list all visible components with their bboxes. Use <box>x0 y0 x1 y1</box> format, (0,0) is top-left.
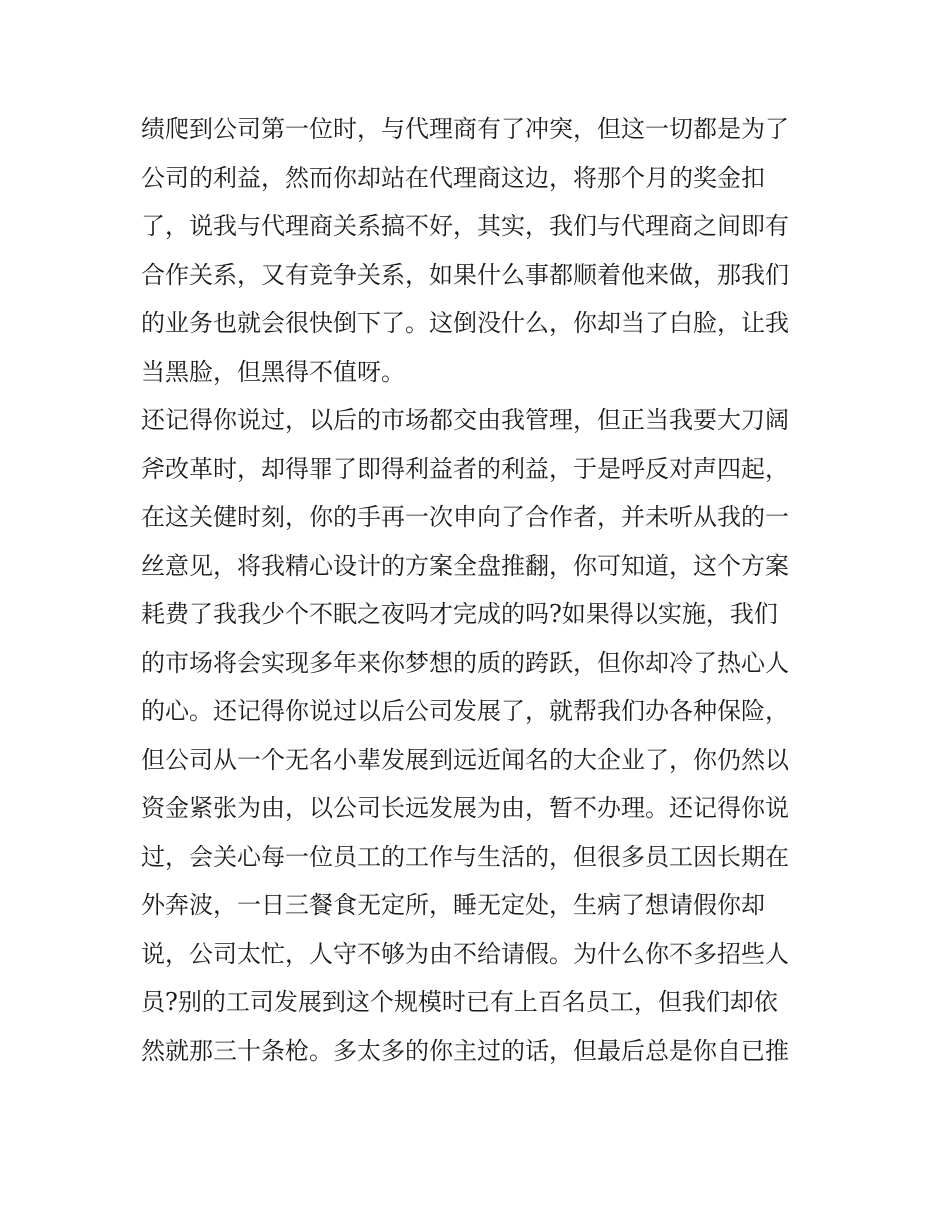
text-line: 耗费了我我少个不眠之夜吗才完成的吗?如果得以实施，我们 <box>141 600 778 628</box>
body-text <box>141 105 816 1075</box>
text-line: 过，会关心每一位员工的工作与生活的，但很多员工因长期在 <box>141 842 789 871</box>
text-line: 外奔波，一日三餐食无定所，睡无定处，生病了想请假你却 <box>141 891 765 919</box>
text-line: 丝意见，将我精心设计的方案全盘推翻，你可知道，这个方案 <box>141 551 789 580</box>
text-line: 公司的利益，然而你却站在代理商这边，将那个月的奖金扣 <box>141 163 765 192</box>
text-line: 资金紧张为由，以公司长远发展为由，暂不办理。还记得你说 <box>141 794 789 822</box>
text-line: 绩爬到公司第一位时，与代理商有了冲突，但这一切都是为了 <box>141 115 789 143</box>
text-line: 了，说我与代理商关系搞不好，其实，我们与代理商之间即有 <box>141 212 789 240</box>
text-line: 当黑脸，但黑得不值呀。 <box>141 357 405 386</box>
text-line: 的市场将会实现多年来你梦想的质的跨跃，但你却冷了热心人 <box>141 648 789 677</box>
text-line: 还记得你说过，以后的市场都交由我管理，但正当我要大刀阔 <box>141 406 789 434</box>
text-line: 的业务也就会很快倒下了。这倒没什么，你却当了白脸，让我 <box>141 309 789 337</box>
text-line: 在这关健时刻，你的手再一次申向了合作者，并未听从我的一 <box>141 503 789 531</box>
text-line: 但公司从一个无名小辈发展到远近闻名的大企业了，你仍然以 <box>141 745 789 774</box>
text-line: 合作关系，又有竞争关系，如果什么事都顺着他来做，那我们 <box>141 260 789 289</box>
text-line: 然就那三十条枪。多太多的你主过的话，但最后总是你自已推 <box>141 1036 789 1065</box>
text-line: 员?别的工司发展到这个规模时已有上百名员工，但我们却依 <box>141 988 778 1016</box>
text-line: 的心。还记得你说过以后公司发展了，就帮我们办各种保险， <box>141 697 789 725</box>
text-line: 说，公司太忙，人守不够为由不给请假。为什么你不多招些人 <box>141 939 789 968</box>
text-line: 斧改革时，却得罪了即得利益者的利益，于是呼反对声四起， <box>141 454 789 483</box>
